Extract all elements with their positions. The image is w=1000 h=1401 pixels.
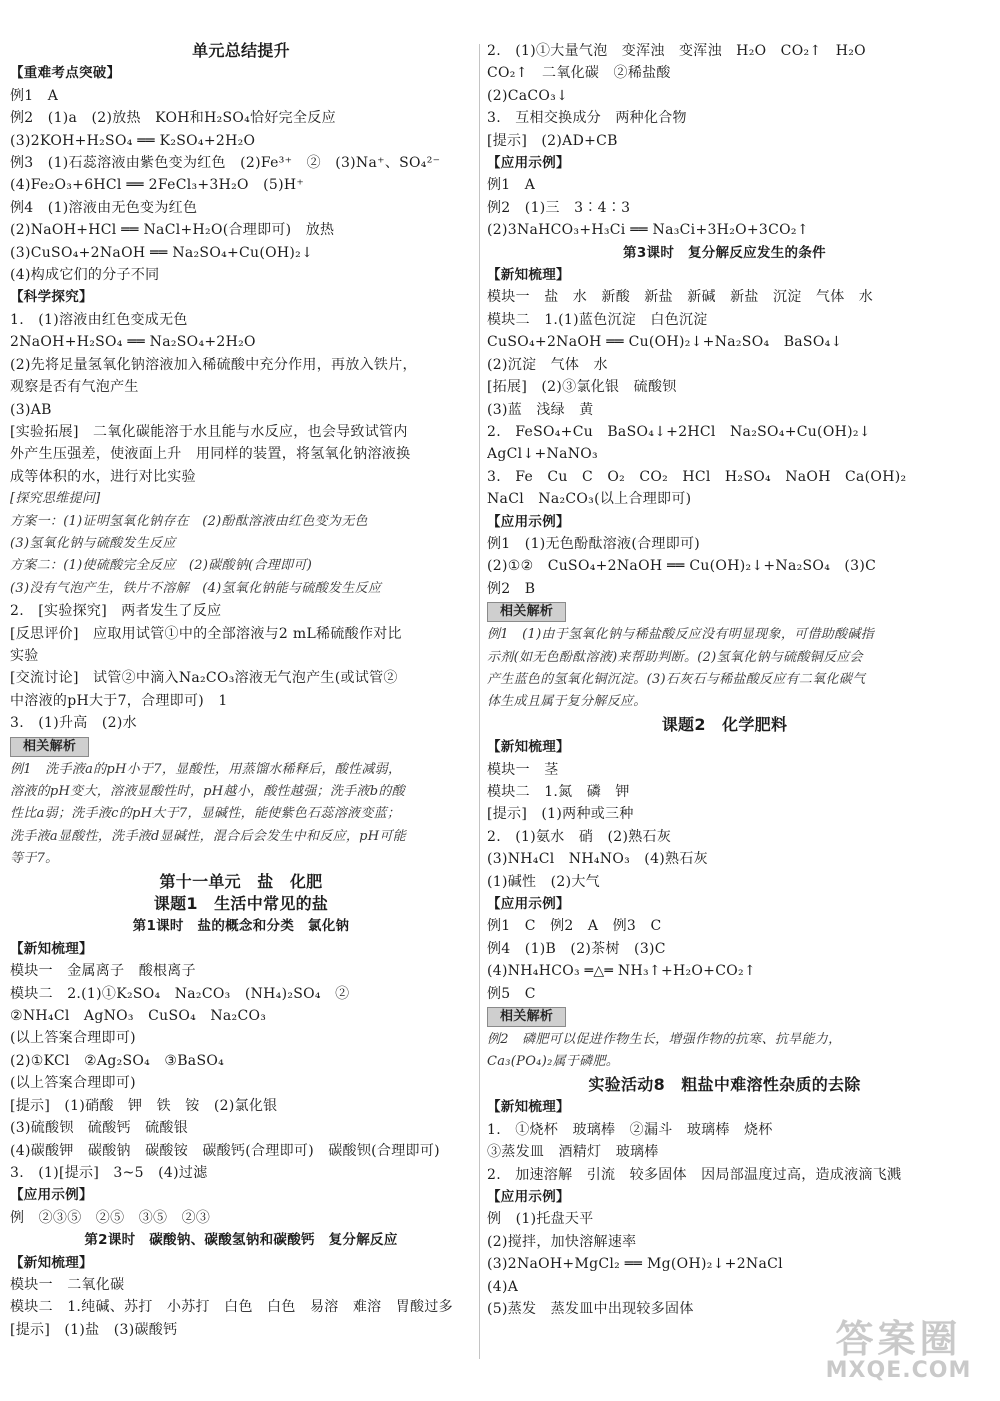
answer-line: 例3 (1)石蕊溶液由紫色变为红色 (2)Fe³⁺ ② (3)Na⁺、SO₄²⁻ <box>10 155 441 172</box>
explanation-line: 方案二：(1)使硫酸完全反应 (2)碳酸钠(合理即可) <box>10 558 313 574</box>
answer-line: (2)NaOH+HCl ══ NaCl+H₂O(合理即可) 放热 <box>10 222 335 239</box>
right-column <box>487 40 962 1320</box>
answer-line: 中溶液的pH大于7，合理即可) 1 <box>10 692 228 709</box>
watermark-top-text: 答案圈 <box>835 1317 962 1361</box>
answer-line: (3)蓝 浅绿 黄 <box>487 401 594 418</box>
answer-line: ③蒸发皿 酒精灯 玻璃棒 <box>487 1144 659 1161</box>
answer-line: 2. [实验探究] 两者发生了反应 <box>10 603 222 620</box>
explanation-line: Ca₃(PO₄)₂属于磷肥。 <box>487 1054 620 1070</box>
analysis-badge: 相关解析 <box>487 1007 566 1027</box>
answer-line: 3. 互相交换成分 两种化合物 <box>487 110 687 127</box>
answer-line: NaCl Na₂CO₃(以上合理即可) <box>487 491 692 508</box>
section-heading: 【新知梳理】 <box>10 940 93 957</box>
answer-line: (4)NH₄HCO₃ ═△═ NH₃↑+H₂O+CO₂↑ <box>487 963 756 980</box>
section-heading: 【科学探究】 <box>10 289 93 306</box>
explanation-line: (3)没有气泡产生，铁片不溶解 (4)氢氧化钠能与硫酸发生反应 <box>10 580 382 596</box>
section-heading: 【应用示例】 <box>487 1188 570 1205</box>
answer-line: [反思评价] 应取用试管①中的全部溶液与2 mL稀硫酸作对比 <box>10 625 402 642</box>
explanation-line: (3)氢氧化钠与硫酸发生反应 <box>10 535 176 551</box>
answer-line: 例1 A <box>10 87 59 104</box>
watermark-bottom-text: MXQE.COM <box>825 1358 972 1383</box>
section-heading: 【新知梳理】 <box>487 267 570 284</box>
answer-line: 模块二 2.(1)①K₂SO₄ Na₂CO₃ (NH₄)₂SO₄ ② <box>10 985 350 1002</box>
answer-line: 例2 B <box>487 580 536 597</box>
explanation-line: 方案一：(1)证明氢氧化钠存在 (2)酚酞溶液由红色变为无色 <box>10 513 368 529</box>
answer-line: 1. ①烧杯 玻璃棒 ②漏斗 玻璃棒 烧杯 <box>487 1121 773 1138</box>
answer-line: 例 ②③⑤ ②⑤ ③⑤ ②③ <box>10 1209 211 1226</box>
watermark-logo <box>811 1319 986 1385</box>
answer-line: (3)硫酸钡 硫酸钙 硫酸银 <box>10 1120 189 1137</box>
answer-line: 观察是否有气泡产生 <box>10 379 139 396</box>
analysis-badge: 相关解析 <box>10 737 89 757</box>
section-heading: 【重难考点突破】 <box>10 65 121 82</box>
answer-line: AgCl↓+NaNO₃ <box>487 446 598 463</box>
answer-line: (4)构成它们的分子不同 <box>10 267 160 284</box>
answer-line: 例5 C <box>487 985 536 1002</box>
answer-line: (2)搅拌，加快溶解速率 <box>487 1233 637 1250</box>
answer-line: (4)碳酸钾 碳酸钠 碳酸铵 碳酸钙(合理即可) 碳酸钡(合理即可) <box>10 1142 440 1159</box>
explanation-line: 体生成且属于复分解反应。 <box>487 694 647 710</box>
section-title: 课题2 化学肥料 <box>661 714 788 734</box>
answer-line: 模块二 1.纯碱、苏打 小苏打 白色 白色 易溶 难溶 胃酸过多 <box>10 1299 453 1316</box>
answer-line: (2)沉淀 气体 水 <box>487 356 608 373</box>
answer-line: 2NaOH+H₂SO₄ ══ Na₂SO₄+2H₂O <box>10 334 256 351</box>
answer-line: [交流讨论] 试管②中滴入Na₂CO₃溶液无气泡产生(或试管② <box>10 670 398 687</box>
answer-line: 3. Fe Cu C O₂ CO₂ HCl H₂SO₄ NaOH Ca(OH)₂ <box>487 468 907 485</box>
answer-line: (2)①② CuSO₄+2NaOH ══ Cu(OH)₂↓+Na₂SO₄ (3)C <box>487 558 877 575</box>
answer-line: [提示] (1)硝酸 钾 铁 铵 (2)氯化银 <box>10 1097 278 1114</box>
answer-line <box>10 735 472 759</box>
answer-line: CuSO₄+2NaOH ══ Cu(OH)₂↓+Na₂SO₄ BaSO₄↓ <box>487 334 843 351</box>
answer-line: (3)2NaOH+MgCl₂ ══ Mg(OH)₂↓+2NaCl <box>487 1256 783 1273</box>
answer-line: 2. (1)①大量气泡 变浑浊 变浑浊 H₂O CO₂↑ H₂O <box>487 43 866 59</box>
section-heading: 【应用示例】 <box>487 896 570 913</box>
answer-line: 例2 (1)三 3∶4∶3 <box>487 199 631 216</box>
section-heading: 【新知梳理】 <box>487 1099 570 1116</box>
answer-line: (4)Fe₂O₃+6HCl ══ 2FeCl₃+3H₂O (5)H⁺ <box>10 177 305 194</box>
answer-line: 1. (1)溶液由红色变成无色 <box>10 311 188 328</box>
answer-line: (3)AB <box>10 401 52 418</box>
answer-line: (2)①KCl ②Ag₂SO₄ ③BaSO₄ <box>10 1052 225 1069</box>
section-heading: 【新知梳理】 <box>487 739 570 756</box>
answer-line: (3)2KOH+H₂SO₄ ══ K₂SO₄+2H₂O <box>10 132 256 149</box>
answer-line: (2)CaCO₃↓ <box>487 87 569 104</box>
answer-line: [提示] (1)盐 (3)碳酸钙 <box>10 1321 178 1338</box>
answer-line <box>487 1005 962 1029</box>
section-title: 实验活动8 粗盐中难溶性杂质的去除 <box>588 1074 861 1094</box>
answer-line: (以上答案合理即可) <box>10 1075 136 1092</box>
answer-line <box>487 600 962 624</box>
answer-line: 例4 (1)B (2)茶树 (3)C <box>487 940 666 957</box>
answer-line: [提示] (2)AD+CB <box>487 132 618 149</box>
answer-line: 例 (1)托盘天平 <box>487 1211 594 1228</box>
answer-line: 例2 (1)a (2)放热 KOH和H₂SO₄恰好完全反应 <box>10 110 336 127</box>
explanation-line: 例1 洗手液a的pH小于7，显酸性，用蒸馏水稀释后，酸性减弱， <box>10 761 402 777</box>
explanation-line: 性比a弱；洗手液c的pH大于7，显碱性，能使紫色石蕊溶液变蓝； <box>10 806 401 822</box>
answer-line: 模块二 1.(1)蓝色沉淀 白色沉淀 <box>487 311 708 328</box>
answer-line: 2. 加速溶解 引流 较多固体 因局部温度过高，造成液滴飞溅 <box>487 1166 902 1183</box>
answer-line: (2)3NaHCO₃+H₃Ci ══ Na₃Ci+3H₂O+3CO₂↑ <box>487 222 809 239</box>
answer-line: 模块二 1.氮 磷 钾 <box>487 784 630 800</box>
section-title: 课题1 生活中常见的盐 <box>153 894 329 914</box>
answer-line: 成等体积的水，进行对比实验 <box>10 468 196 485</box>
explanation-line: 等于7。 <box>10 851 59 867</box>
answer-line: (1)碱性 (2)大气 <box>487 873 600 890</box>
section-heading: 【应用示例】 <box>487 155 570 172</box>
lesson-title: 第2课时 碳酸钠、碳酸氢钠和碳酸钙 复分解反应 <box>84 1232 398 1249</box>
answer-line: ②NH₄Cl AgNO₃ CuSO₄ Na₂CO₃ <box>10 1008 267 1025</box>
explanation-line: 洗手液a显酸性，洗手液d显碱性，混合后会发生中和反应，pH可能 <box>10 828 407 844</box>
answer-line: 外产生压强差，使液面上升 用同样的装置，将氢氧化钠溶液换 <box>10 446 411 463</box>
answer-line: (3)NH₄Cl NH₄NO₃ (4)熟石灰 <box>487 851 708 868</box>
answer-line: (5)蒸发 蒸发皿中出现较多固体 <box>487 1300 694 1317</box>
answer-line: 模块一 二氧化碳 <box>10 1276 125 1293</box>
explanation-line: 溶液的pH变大，溶液显酸性时，pH越小，酸性越强；洗手液b的酸 <box>10 784 405 799</box>
answer-line: CO₂↑ 二氧化碳 ②稀盐酸 <box>487 65 671 82</box>
answer-line: [实验拓展] 二氧化碳能溶于水且能与水反应，也会导致试管内 <box>10 423 408 440</box>
answer-line: [拓展] (2)③氯化银 硫酸钡 <box>487 379 677 396</box>
lesson-title: 第1课时 盐的概念和分类 氯化钠 <box>132 918 350 935</box>
answer-line: 模块一 茎 <box>487 761 559 778</box>
section-heading: 【应用示例】 <box>10 1187 93 1204</box>
answer-line: (4)A <box>487 1278 519 1295</box>
explanation-line: 例2 磷肥可以促进作物生长，增强作物的抗寒、抗旱能力， <box>487 1032 842 1048</box>
column-divider <box>479 44 480 1359</box>
answer-line: 例4 (1)溶液由无色变为红色 <box>10 199 198 216</box>
explanation-line: [探究思维提问] <box>10 491 101 507</box>
explanation-line: 示剂(如无色酚酞溶液)来帮助判断。(2)氢氧化钠与硫酸铜反应会 <box>487 649 863 665</box>
analysis-badge: 相关解析 <box>487 602 566 622</box>
answer-line: 例1 (1)无色酚酞溶液(合理即可) <box>487 535 701 552</box>
answer-line: 3. (1)[提示] 3~5 (4)过滤 <box>10 1164 208 1181</box>
answer-line: 例1 C 例2 A 例3 C <box>487 918 662 935</box>
answer-line: (以上答案合理即可) <box>10 1030 136 1047</box>
explanation-line: 产生蓝色的氢氧化铜沉淀。(3)石灰石与稀盐酸反应有二氧化碳气 <box>487 671 866 687</box>
answer-line: 例1 A <box>487 177 536 194</box>
lesson-title: 第3课时 复分解反应发生的条件 <box>623 244 826 261</box>
answer-line: 2. (1)氨水 硝 (2)熟石灰 <box>487 828 672 845</box>
answer-line: [提示] (1)两种或三种 <box>487 806 634 823</box>
answer-line: (2)先将足量氢氧化钠溶液加入稀硫酸中充分作用，再放入铁片， <box>10 356 417 373</box>
answer-line: 2. FeSO₄+Cu BaSO₄↓+2HCl Na₂SO₄+Cu(OH)₂↓ <box>487 423 871 440</box>
answer-line: 模块一 盐 水 新酸 新盐 新碱 新盐 沉淀 气体 水 <box>487 289 874 306</box>
explanation-line: 例1 (1)由于氢氧化钠与稀盐酸反应没有明显现象，可借助酸碱指 <box>487 627 874 643</box>
left-column <box>10 40 472 1341</box>
answer-line: 3. (1)升高 (2)水 <box>10 715 137 732</box>
section-heading: 【应用示例】 <box>487 513 570 530</box>
section-title: 单元总结提升 <box>192 41 290 60</box>
answer-line: 模块一 金属离子 酸根离子 <box>10 963 196 980</box>
section-heading: 【新知梳理】 <box>10 1254 93 1271</box>
answer-line: (3)CuSO₄+2NaOH ══ Na₂SO₄+Cu(OH)₂↓ <box>10 244 314 261</box>
answer-line: 实验 <box>10 647 39 664</box>
section-title: 第十一单元 盐 化肥 <box>159 871 323 891</box>
